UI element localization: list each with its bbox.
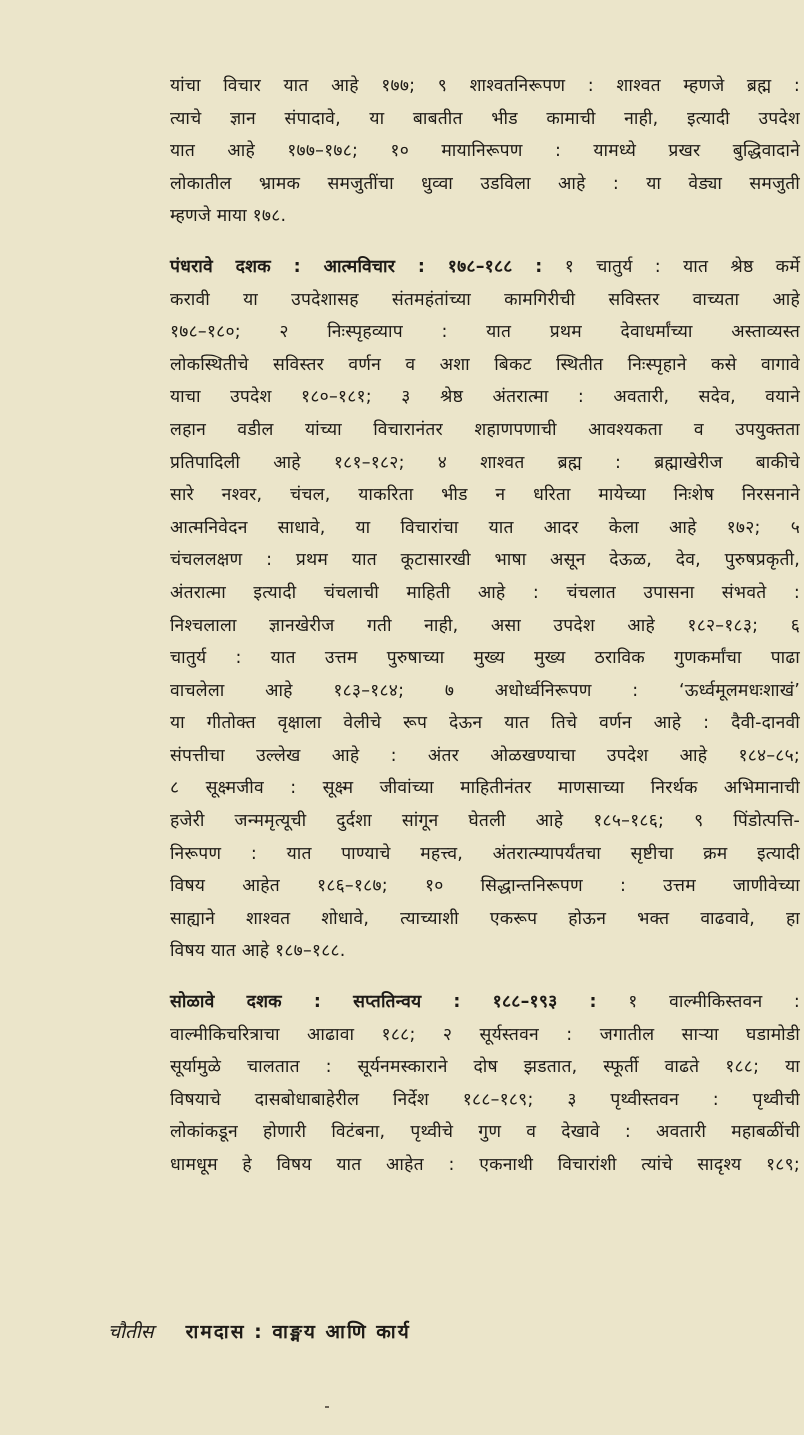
text-line: या गीतोक्त वृक्षाला वेलीचे रूप देऊन यात तिचे वर्णन आहे : दैवी-दानवी [170,713,800,734]
page-body [170,70,800,1182]
text-line: विषय आहेत १८६–१८७; १० सिद्धान्तनिरूपण : उत्तम जाणीवेच्या [170,876,800,897]
page-footer [108,1318,411,1344]
text-line: करावी या उपदेशासह संतमहंतांच्या कामगिरीची सविस्तर वाच्यता आहे [170,289,800,310]
text-line: निश्चलाला ज्ञानखेरीज गती नाही, असा उपदेश आहे १८२–१८३; ६ [170,615,800,636]
page-number: चौतीस [108,1321,154,1343]
print-speck [325,1406,329,1408]
text-line: चंचललक्षण : प्रथम यात कूटासारखी भाषा असून देऊळ, देव, पुरुषप्रकृती, [170,550,800,571]
paragraph-dashak-15 [170,251,800,968]
text-span: १ चातुर्य : यात श्रेष्ठ कर्मे [564,256,800,277]
text-line: विषयाचे दासबोधाबाहेरील निर्देश १८८–१८९; ३ पृथ्वीस्तवन : पृथ्वीची [170,1089,800,1110]
text-line: याचा उपदेश १८०–१८१; ३ श्रेष्ठ अंतरात्मा : अवतारी, सदेव, वयाने [170,387,800,408]
text-line: यात आहे १७७–१७८; १० मायानिरूपण : यामध्ये प्रखर बुद्धिवादाने [170,141,800,162]
paragraph-continuation [170,70,800,233]
text-line: साह्याने शाश्वत शोधावे, त्याच्याशी एकरूप होऊन भक्त वाढवावे, हा [170,908,800,929]
text-line: लोकस्थितीचे सविस्तर वर्णन व अशा बिकट स्थितीत निःस्पृहाने कसे वागावे [170,354,800,375]
section-heading: पंधरावे दशक : आत्मविचार : १७८–१८८ : [170,256,543,277]
text-line: सारे नश्वर, चंचल, याकरिता भीड न धरिता मायेच्या निःशेष निरसनाने [170,485,800,506]
paragraph-dashak-16 [170,986,800,1182]
text-line: निरूपण : यात पाण्याचे महत्त्व, अंतरात्म्यापर्यंतचा सृष्टीचा क्रम इत्यादी [170,843,800,864]
text-line: विषय यात आहे १८७–१८८. [170,941,346,962]
text-line [170,986,800,1019]
text-line: यांचा विचार यात आहे १७७; ९ शाश्वतनिरूपण : शाश्वत म्हणजे ब्रह्म : [170,76,800,96]
text-line: लोकांकडून होणारी विटंबना, पृथ्वीचे गुण व देखावे : अवतारी महाबळींची [170,1122,800,1143]
text-line [170,251,800,284]
text-line: म्हणजे माया १७८. [170,206,287,227]
text-line: ८ सूक्ष्मजीव : सूक्ष्म जीवांच्या माहितीनंतर माणसाच्या निरर्थक अभिमानाची [170,778,800,799]
text-line: प्रतिपादिली आहे १८१–१८२; ४ शाश्वत ब्रह्म : ब्रह्माखेरीज बाकीचे [170,452,800,473]
text-line: लोकातील भ्रामक समजुतींचा धुव्वा उडविला आहे : या वेड्या समजुती [170,173,800,194]
running-title: रामदास : वाङ्मय आणि कार्य [185,1321,411,1343]
text-span: १ वाल्मीकिस्तवन : [628,992,800,1013]
text-line: सूर्यामुळे चालतात : सूर्यनमस्काराने दोष झडतात, स्फूर्ती वाढते १८८; या [170,1057,800,1078]
section-heading: सोळावे दशक : सप्ततिन्वय : १८८–१९३ : [170,992,597,1013]
text-line: आत्मनिवेदन साधावे, या विचारांचा यात आदर केला आहे १७२; ५ [170,517,800,538]
text-line: वाचलेला आहे १८३–१८४; ७ अधोर्ध्वनिरूपण : ‘ऊर्ध्वमूलमधःशाखं’ [170,680,800,701]
text-line: धामधूम हे विषय यात आहेत : एकनाथी विचारांशी त्यांचे सादृश्य १८९; [170,1155,800,1175]
text-line: लहान वडील यांच्या विचारानंतर शहाणपणाची आवश्यकता व उपयुक्तता [170,419,800,440]
text-line: वाल्मीकिचरित्राचा आढावा १८८; २ सूर्यस्तवन : जगातील साऱ्या घडामोडी [170,1024,800,1045]
text-line: त्याचे ज्ञान संपादावे, या बाबतीत भीड कामाची नाही, इत्यादी उपदेश [170,108,800,129]
text-line: संपत्तीचा उल्लेख आहे : अंतर ओळखण्याचा उपदेश आहे १८४–८५; [170,745,800,766]
text-line: अंतरात्मा इत्यादी चंचलाची माहिती आहे : चंचलात उपासना संभवते : [170,582,800,603]
text-line: हजेरी जन्ममृत्यूची दुर्दशा सांगून घेतली आहे १८५–१८६; ९ पिंडोत्पत्ति- [170,811,800,832]
text-line: चातुर्य : यात उत्तम पुरुषाच्या मुख्य मुख्य ठराविक गुणकर्मांचा पाढा [170,648,800,669]
text-line: १७८–१८०; २ निःस्पृहव्याप : यात प्रथम देवाधर्मांच्या अस्ताव्यस्त [170,322,800,343]
